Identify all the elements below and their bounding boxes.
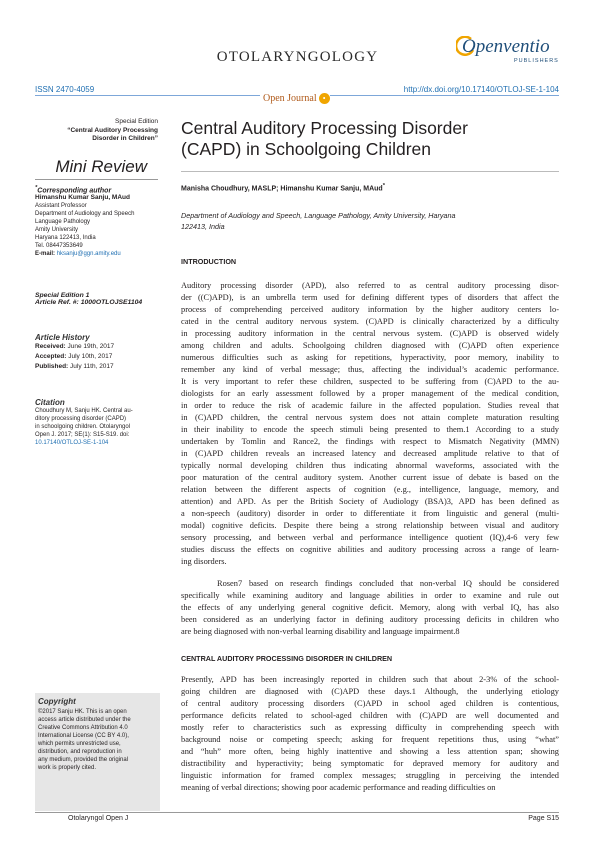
title-line: (CAPD) in Schoolgoing Children <box>181 139 431 159</box>
corr-line: Assistant Professor <box>35 203 87 210</box>
received-row: Received: June 19th, 2017 <box>35 343 115 350</box>
citation-line: Open J. 2017; SE(1): S15-S19. doi: <box>35 432 130 438</box>
text-line: process of comprehending perceived auditory information by the higher auditory centers lo- <box>181 305 559 314</box>
copyright-line: International License (CC BY 4.0), <box>38 733 129 739</box>
text-line: der ((C)APD), is an umbrella term used for defining different types of disorders that affect the <box>181 293 559 302</box>
text-line: Presently, APD has been increasingly reported in children such that about 2-3% of the school- <box>181 675 559 684</box>
text-line: diologists for an early assessment followed by a proper management of the medical condition, <box>181 389 559 398</box>
text-line: poor maturation of the central auditory system. Another current issue of debate is based on the <box>181 473 559 482</box>
text-line: of central auditory processing disorders (C)APD in school aged children is contentious, <box>181 699 559 708</box>
copyright-block <box>38 697 158 772</box>
text-line: going children are diagnosed with (C)APD these days.1 Although, the underlying etiology <box>181 687 559 696</box>
text-line: Auditory processing disorder (APD), also referred to as central auditory processing disor- <box>181 281 559 290</box>
title-line: Central Auditory Processing Disorder <box>181 118 468 138</box>
section-heading-introduction: INTRODUCTION <box>181 257 237 266</box>
doi-link[interactable]: http://dx.doi.org/10.17140/OTLOJ-SE-1-104 <box>403 85 559 94</box>
corr-line: Language Pathology <box>35 219 91 226</box>
footer-rule <box>35 812 559 813</box>
corr-line: Amity University <box>35 227 79 234</box>
text-line: It is very important to refer these children, suspected to be suffering from (C)APD to the au- <box>181 377 559 386</box>
text-line: in processing auditory information in the central nervous system. (C)APD is observed widely <box>181 329 559 338</box>
email-link[interactable]: hksanju@ggn.amity.edu <box>56 251 121 258</box>
citation-line: Choudhury M, Sanju HK. Central au- <box>35 408 133 414</box>
text-line: performance deficits related to school-aged children with (C)APD are well documented and <box>181 711 559 720</box>
copyright-line: ©2017 Sanju HK. This is an open <box>38 709 127 715</box>
article-ref-block <box>35 292 160 306</box>
text-line: specifically while examining auditory and language abilities in order to examine and rule out <box>181 591 559 600</box>
text-line: numerous difficulties such as asking for repetitions, hyperactivity, poor memory, inability to <box>181 353 559 362</box>
affiliation: Department of Audiology and Speech, Language Pathology, Amity University, Haryana 122413, India <box>181 211 456 231</box>
text-line: modal) cognitive deficits. Despite there being a strong relationship between visual and auditory <box>181 521 559 530</box>
copyright-heading: Copyright <box>38 697 76 706</box>
special-edition-label: Special Edition <box>115 118 158 125</box>
text-line: undertaken by Tomlin and Rance2, the findings with respect to Mismatch Negativity (MMN) <box>181 437 559 446</box>
citation-line: in schoolgoing children. Otolaryngol <box>35 424 131 430</box>
publisher-logo <box>456 34 566 70</box>
text-line: remember any kind of verbal message; thus, affecting the individual’s academic performance. <box>181 365 559 374</box>
text-line: a non-speech (auditory) disorder in order to differentiate it from linguistic and general (multi- <box>181 509 559 518</box>
text-line: Rosen7 based on research findings concluded that non-verbal IQ should be considered <box>217 579 559 588</box>
issn: ISSN 2470-4059 <box>35 85 95 94</box>
special-edition-title-2: Disorder in Children” <box>92 135 158 142</box>
text-line: cated in the central auditory nervous system. (C)APD is clinically characterized by a difficulty <box>181 317 559 326</box>
text-line: in (C)APD children reveals an increased latency and decreased amplitude relative to that of <box>181 449 559 458</box>
citation-line: ditory processing disorder (CAPD) <box>35 416 127 422</box>
corr-label: *Corresponding author <box>35 185 112 195</box>
corresponding-author <box>35 185 160 258</box>
text-line: sensory processing, and between verbal and performance intelligence quotient (IQ),4-6 very few <box>181 533 559 542</box>
intro-paragraph <box>181 280 559 568</box>
logo-subtitle: PUBLISHERS <box>514 58 559 64</box>
text-line: attention) and APD. As per the British Society of Audiology (BSA)3, APD has been defined as <box>181 497 559 506</box>
title-rule <box>181 171 559 172</box>
special-edition-no: Special Edition 1 <box>35 292 90 299</box>
text-line: in (C)APD children, the central nervous system does not attain complete maturation resulting <box>181 413 559 422</box>
article-ref: Article Ref. #: 1000OTLOJSE1104 <box>35 299 143 306</box>
text-line: in their inability to encode the speech stimuli being presented to them.1 According to a study <box>181 425 559 434</box>
open-access-icon: • <box>319 93 330 104</box>
text-line: studies discuss the effects on cognitive abilities and auditory processing across a range of learn- <box>181 545 559 554</box>
text-line: background noise or competing speech; asking for frequent repetitions thus, using “what” <box>181 735 559 744</box>
logo-wordmark: Openventio <box>462 36 550 57</box>
text-line: relation between the different aspects of cognition (e.g., intelligence, language, memory, and <box>181 485 559 494</box>
corr-line: Department of Audiology and Speech <box>35 211 135 218</box>
text-line: linguistic information for framed complex messages; struggling in perceiving the intended <box>181 771 559 780</box>
text-line: meaning of verbal directions; showing poor academic performance and reading difficulties on <box>181 783 496 792</box>
special-edition-title-1: “Central Auditory Processing <box>67 126 158 134</box>
author-list: Manisha Choudhury, MASLP; Himanshu Kumar Sanju, MAud* <box>181 183 385 193</box>
text-line: are being diagnosed with non-verbal learning disability and language impairment.8 <box>181 627 460 636</box>
citation-doi-link[interactable]: 10.17140/OTLOJ-SE-1-104 <box>35 440 109 446</box>
text-line: typically normal developing children thus indicating abnormal waveforms, associated with the <box>181 461 559 470</box>
corr-email-row: E-mail: hksanju@ggn.amity.edu <box>35 251 121 258</box>
copyright-line: work is properly cited. <box>38 765 97 771</box>
text-line: been considered as an underlying factor in defining auditory processing deficits in children who <box>181 615 559 624</box>
section-heading-capd-children: CENTRAL AUDITORY PROCESSING DISORDER IN CHILDREN <box>181 654 393 663</box>
open-journal-text: Open Journal <box>263 93 317 104</box>
sidebar-rule <box>35 179 158 180</box>
copyright-line: any medium, provided the original <box>38 757 129 763</box>
accepted-row: Accepted: July 10th, 2017 <box>35 353 113 360</box>
sidebar <box>35 118 158 144</box>
journal-name: OTOLARYNGOLOGY <box>216 49 379 65</box>
footer-journal: Otolaryngol Open J <box>68 815 129 822</box>
article-title <box>181 118 531 160</box>
copyright-line: access article distributed under the <box>38 717 131 723</box>
text-line: the effects of any underlying general cognitive deficit. Memory, along with verbal IQ, has also <box>181 603 559 612</box>
paragraph-2 <box>181 578 559 638</box>
corr-tel: Tel. 08447353649 <box>35 243 83 250</box>
corr-line: Haryana 122413, India <box>35 235 96 242</box>
published-row: Published: July 11th, 2017 <box>35 363 114 370</box>
section2-paragraph <box>181 674 559 794</box>
open-journal-label <box>260 93 330 104</box>
article-type: Mini Review <box>55 157 147 176</box>
corr-name: Himanshu Kumar Sanju, MAud <box>35 194 130 202</box>
copyright-line: distribution, and reproduction in <box>38 749 122 755</box>
copyright-line: which permits unrestricted use, <box>38 741 121 747</box>
text-line: in order to reduce the risk of academic failure in the affected population. Studies reveal that <box>181 401 559 410</box>
history-heading: Article History <box>35 333 90 342</box>
text-line: mostly refer to characteristics such as expressing difficulty in comprehending speech with <box>181 723 559 732</box>
copyright-line: Creative Commons Attribution 4.0 <box>38 725 128 731</box>
text-line: distractibility and hyperactivity; being symptomatic for depraved memory for auditory and <box>181 759 559 768</box>
text-line: among children and adults. Schoolgoing children diagnosed with (C)APD often experience <box>181 341 559 350</box>
article-history <box>35 333 160 372</box>
citation-block <box>35 398 160 447</box>
footer-page: Page S15 <box>528 815 559 822</box>
text-line: ing disorders. <box>181 557 227 566</box>
citation-heading: Citation <box>35 398 65 407</box>
text-line: and “huh” more often, being highly inattentive and showing a less attention span; showing <box>181 747 559 756</box>
